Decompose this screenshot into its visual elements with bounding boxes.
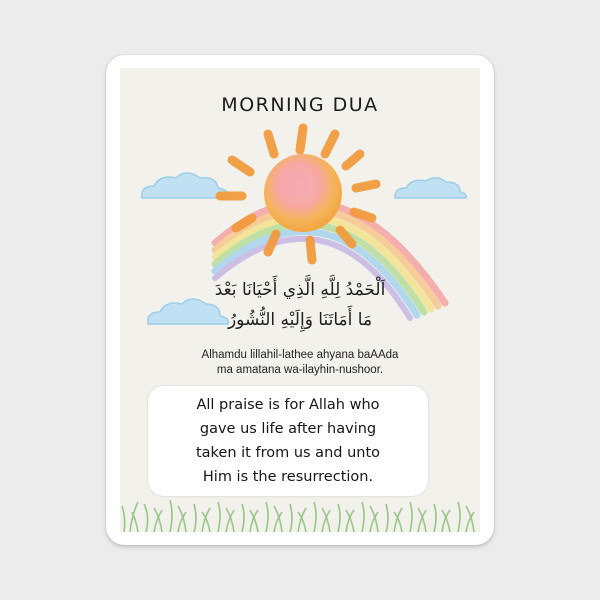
transliteration-line-1: Alhamdu lillahil-lathee ahyana baAAda	[201, 349, 399, 361]
cloud-icon	[395, 178, 466, 198]
arabic-text-line-1: اَلْحَمْدُ لِلَّهِ الَّذِي أَحْيَانَا بَعْدَ	[214, 280, 386, 300]
dua-title: MORNING DUA	[221, 94, 379, 116]
meaning-line-4: Him is the resurrection.	[202, 469, 374, 485]
arabic-text-line-2: مَا أَمَاتَنَا وَإِلَيْهِ النُّشُورُ	[227, 310, 373, 330]
sticker	[106, 55, 494, 545]
cloud-icon	[142, 173, 229, 198]
transliteration-line-2: ma amatana wa-ilayhin-nushoor.	[216, 364, 384, 376]
meaning-line-2: gave us life after having	[199, 421, 377, 437]
meaning-box	[148, 386, 428, 496]
grass-icon	[122, 500, 474, 532]
meaning-line-1: All praise is for Allah who	[196, 397, 380, 413]
meaning-line-3: taken it from us and unto	[195, 445, 381, 461]
dua-card	[120, 68, 480, 532]
